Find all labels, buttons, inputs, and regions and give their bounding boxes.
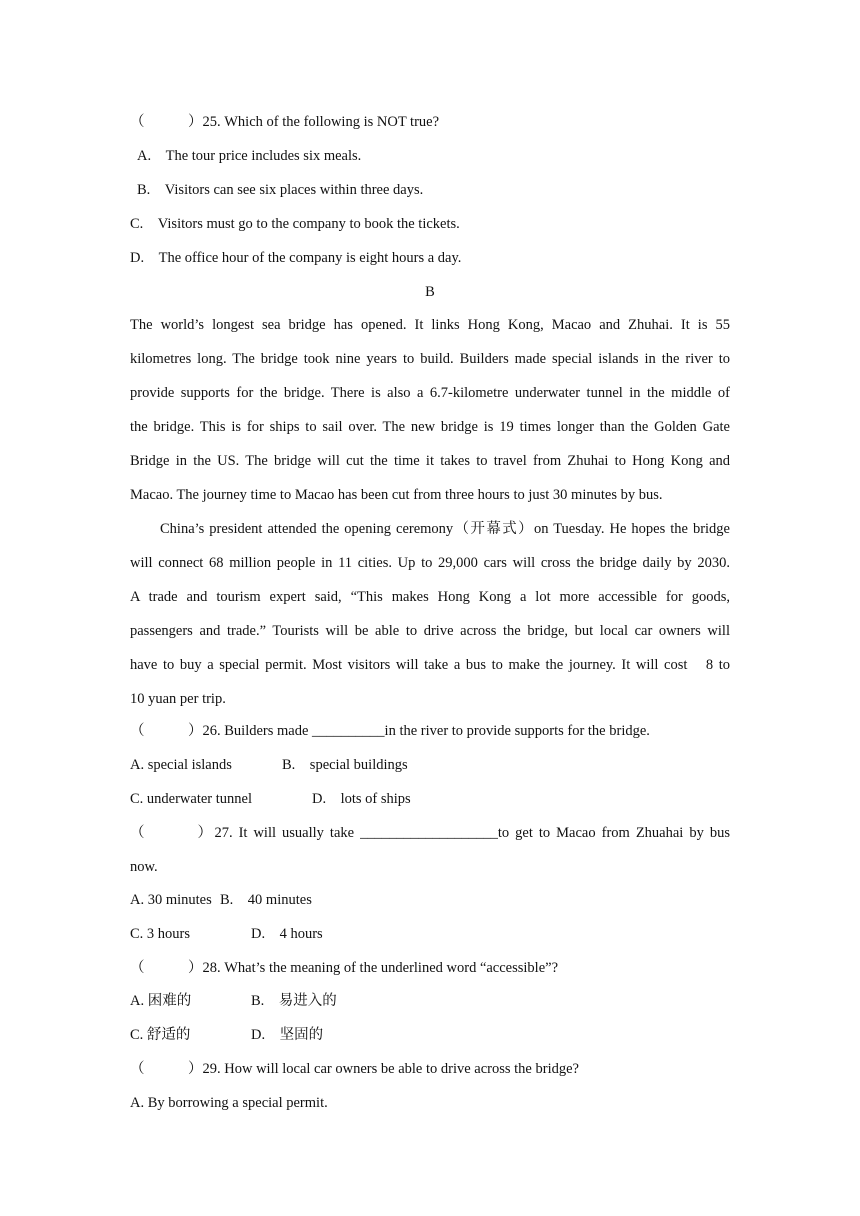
question-28-option-b: B. 易进入的 (251, 993, 337, 1009)
question-27-options-row-2 (130, 924, 730, 944)
question-26-option-a: A. special islands (130, 757, 232, 773)
question-25-stem: （ ）25. Which of the following is NOT true? (130, 114, 440, 130)
question-28-option-d: D. 坚固的 (251, 1027, 324, 1043)
passage-line: will connect 68 million people in 11 cities. Up to 29,000 cars will cross the bridge daily by 2030. (130, 555, 730, 571)
question-27-options-row-1 (130, 890, 730, 910)
question-27-stem: （ ）27. It will usually take ___________________to get to Macao from Zhuahai by bus (130, 825, 730, 841)
question-26-option-d: D. lots of ships (312, 791, 411, 807)
passage-line: passengers and trade.” Tourists will be able to drive across the bridge, but local car owners will (130, 623, 730, 639)
passage-line: 10 yuan per trip. (130, 691, 226, 707)
question-28-options-row-2 (130, 1025, 730, 1045)
question-29-stem: （ ）29. How will local car owners be able to drive across the bridge? (130, 1061, 579, 1077)
question-25-option-a: A. The tour price includes six meals. (137, 148, 362, 164)
question-27-option-b: B. 40 minutes (220, 892, 312, 908)
passage-line: China’s president attended the opening ceremony（开幕式）on Tuesday. He hopes the bridge (160, 521, 730, 537)
question-26-options-row-1 (130, 755, 730, 775)
question-25-option-d: D. The office hour of the company is eight hours a day. (130, 250, 462, 266)
question-27-option-d: D. 4 hours (251, 926, 323, 942)
question-26-option-c: C. underwater tunnel (130, 791, 253, 807)
passage-line: kilometres long. The bridge took nine years to build. Builders made special islands in the river to (130, 351, 730, 367)
question-25-option-b: B. Visitors can see six places within three days. (137, 182, 424, 198)
passage-line: The world’s longest sea bridge has opened. It links Hong Kong, Macao and Zhuhai. It is 55 (130, 317, 730, 333)
question-28-option-a: A. 困难的 (130, 993, 192, 1009)
question-25-option-c: C. Visitors must go to the company to book the tickets. (130, 216, 460, 232)
question-26-option-b: B. special buildings (282, 757, 408, 773)
question-29-option-a: A. By borrowing a special permit. (130, 1095, 328, 1111)
question-28-options-row-1 (130, 991, 730, 1011)
passage-line: have to buy a special permit. Most visitors will take a bus to make the journey. It will cost 8 to (130, 657, 730, 673)
passage-line: provide supports for the bridge. There is also a 6.7-kilometre underwater tunnel in the middle of (130, 385, 730, 401)
passage-line: A trade and tourism expert said, “This makes Hong Kong a lot more accessible for goods, (130, 589, 730, 605)
question-26-options-row-2 (130, 789, 730, 809)
question-27-stem-continued: now. (130, 859, 158, 875)
passage-line: Bridge in the US. The bridge will cut the time it takes to travel from Zhuhai to Hong Kong and (130, 453, 730, 469)
question-26-stem: （ ）26. Builders made __________in the river to provide supports for the bridge. (130, 723, 650, 739)
question-27-option-c: C. 3 hours (130, 926, 191, 942)
passage-line: Macao. The journey time to Macao has been cut from three hours to just 30 minutes by bus. (130, 487, 663, 503)
question-27-option-a: A. 30 minutes (130, 892, 212, 908)
section-heading: B (425, 284, 435, 300)
question-28-stem: （ ）28. What’s the meaning of the underlined word “accessible”? (130, 960, 559, 976)
question-28-option-c: C. 舒适的 (130, 1027, 191, 1043)
passage-line: the bridge. This is for ships to sail over. The new bridge is 19 times longer than the Golden Gate (130, 419, 730, 435)
